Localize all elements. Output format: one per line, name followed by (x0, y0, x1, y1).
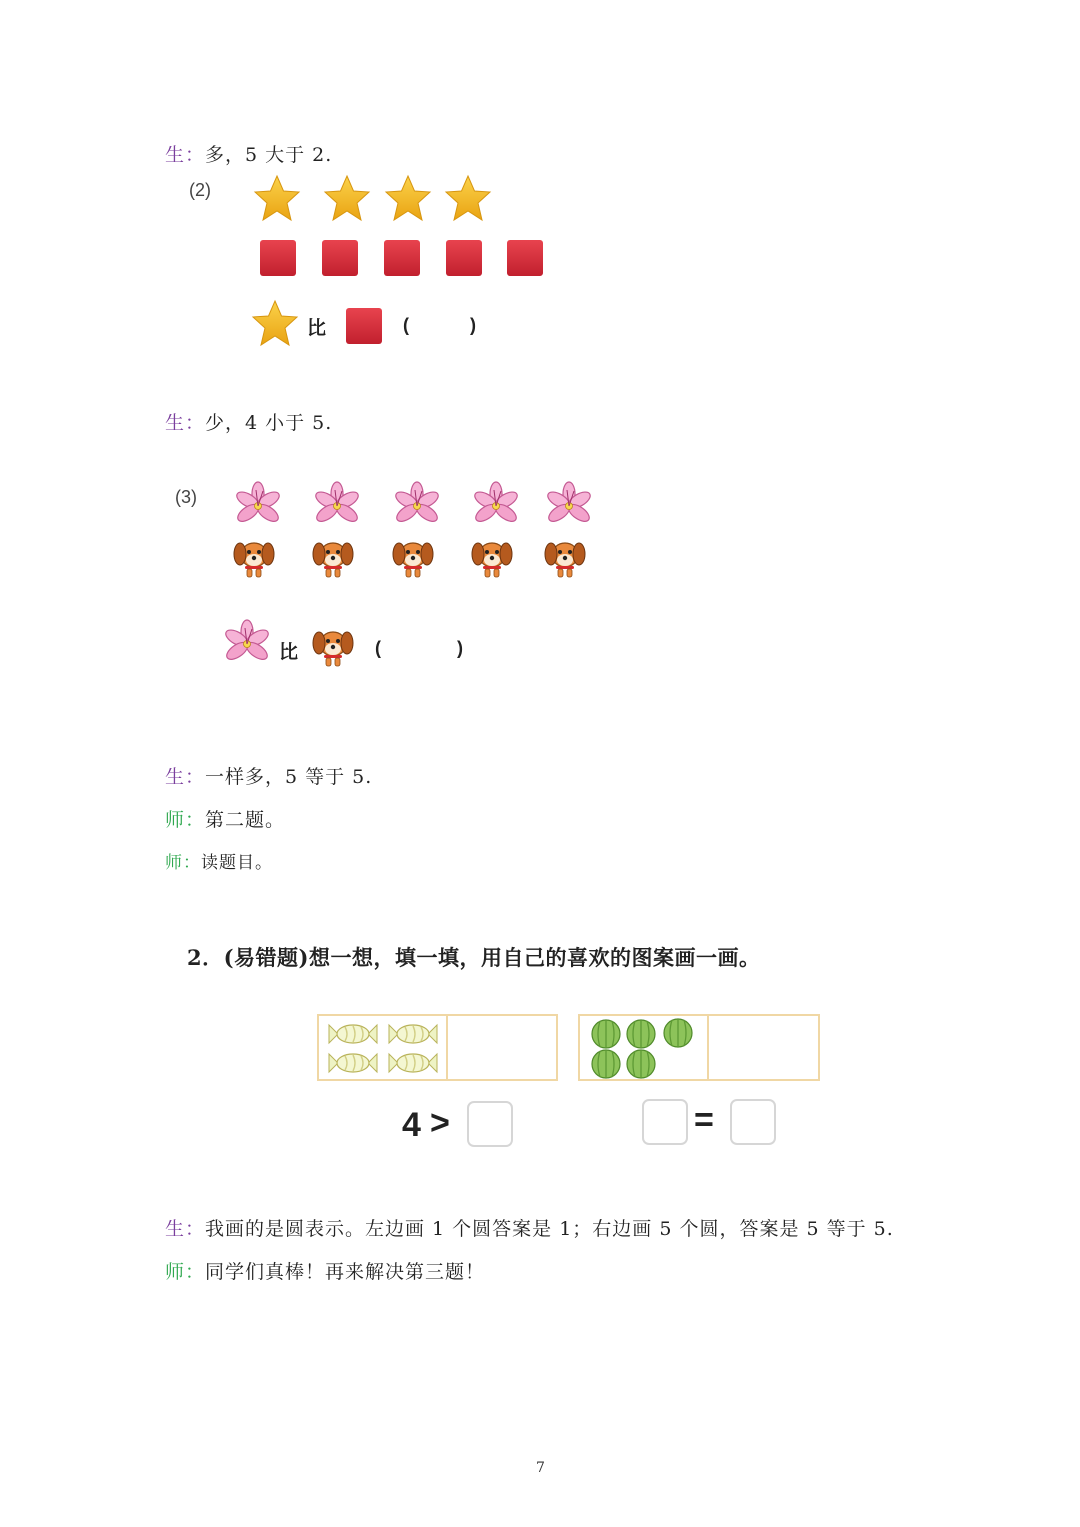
lily-flower-icon (545, 482, 593, 525)
candy-icon (329, 1054, 377, 1072)
dialogue-line (165, 762, 372, 789)
square-icon (384, 240, 420, 276)
frame-divider (707, 1016, 709, 1079)
compare-word: 比 (279, 642, 299, 663)
dialogue-text: 我画的是圆表示。左边画 1 个圆答案是 1；右边画 5 个圆，答案是 5 等于 5. (205, 1218, 894, 1240)
melon-icon (627, 1020, 655, 1048)
speaker-label: 师： (165, 809, 206, 831)
candy-icon (329, 1025, 377, 1043)
star-icon (325, 176, 369, 220)
question-number: (3) (175, 487, 197, 507)
square-icon (346, 308, 382, 344)
dialogue-text: 多，5 大于 2. (205, 144, 333, 166)
square-icon (446, 240, 482, 276)
melon-icon (592, 1050, 620, 1078)
answer-box[interactable] (642, 1099, 688, 1145)
star-icon (255, 176, 299, 220)
melon-icon (592, 1020, 620, 1048)
q3-illustration (220, 478, 600, 668)
dialogue-line (165, 805, 285, 832)
page-number: 7 (536, 1460, 545, 1476)
speaker-label: 生： (165, 412, 206, 434)
left-operand: 4 (402, 1106, 421, 1144)
lily-flower-icon (313, 482, 361, 525)
puppy-icon (313, 632, 353, 666)
greater-than-sign: > (430, 1104, 450, 1142)
speaker-label: 师： (165, 853, 201, 873)
star-icon (446, 176, 490, 220)
dialogue-text: 读题目。 (201, 853, 273, 873)
melon-group (584, 1018, 706, 1080)
dialogue-text: 一样多，5 等于 5. (205, 766, 373, 788)
answer-box[interactable] (730, 1099, 776, 1145)
dialogue-text: 同学们真棒！再来解决第三题！ (205, 1261, 486, 1283)
star-icon (253, 301, 297, 345)
lily-flower-icon (223, 620, 271, 663)
dialogue-line (165, 1257, 485, 1284)
speaker-label: 生： (165, 144, 206, 166)
lily-flower-icon (234, 482, 282, 525)
compare-word: 比 (307, 318, 327, 339)
answer-box[interactable] (467, 1101, 513, 1147)
speaker-label: 生： (165, 766, 206, 788)
lily-flower-icon (472, 482, 520, 525)
candy-icon (389, 1025, 437, 1043)
dialogue-line (165, 1214, 894, 1241)
speaker-label: 生： (165, 1218, 206, 1240)
candy-frame (317, 1014, 558, 1081)
puppy-icon (545, 543, 585, 577)
square-icon (260, 240, 296, 276)
paren-close: ) (470, 315, 476, 335)
question-number: (2) (189, 180, 211, 200)
melon-icon (664, 1019, 692, 1047)
melon-frame (578, 1014, 820, 1081)
dialogue-line (165, 140, 332, 167)
equals-sign: = (694, 1101, 714, 1139)
dialogue-text: 少，4 小于 5. (205, 412, 333, 434)
paren-open: ( (403, 315, 409, 335)
melon-icon (627, 1050, 655, 1078)
dialogue-line (165, 848, 273, 873)
square-icon (322, 240, 358, 276)
puppy-icon (234, 543, 274, 577)
frame-divider (446, 1016, 448, 1079)
candy-icon (389, 1054, 437, 1072)
lily-flower-icon (393, 482, 441, 525)
paren-open: ( (375, 638, 381, 658)
paren-close: ) (457, 638, 463, 658)
puppy-icon (472, 543, 512, 577)
square-icon (507, 240, 543, 276)
puppy-icon (393, 543, 433, 577)
candy-group (323, 1019, 445, 1077)
star-icon (386, 176, 430, 220)
dialogue-text: 第二题。 (205, 809, 286, 831)
task-title: 2．(易错题)想一想，填一填，用自己的喜欢的图案画一画。 (187, 945, 761, 970)
speaker-label: 师： (165, 1261, 206, 1283)
puppy-icon (313, 543, 353, 577)
dialogue-line (165, 408, 332, 435)
